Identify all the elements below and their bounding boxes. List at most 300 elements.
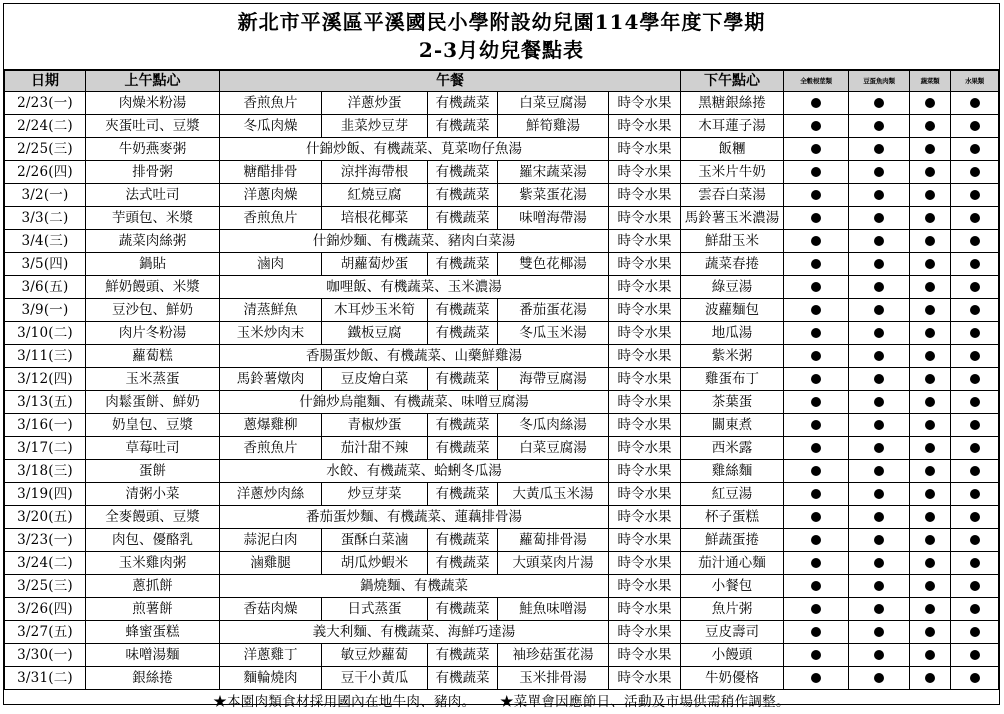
lunch-fruit-cell: 時令水果	[609, 207, 681, 230]
lunch-main-dish-cell: 香菇肉燥	[220, 598, 322, 621]
food-group-fruits-cell	[951, 276, 999, 299]
filled-circle-icon	[811, 581, 821, 591]
filled-circle-icon	[970, 121, 980, 131]
filled-circle-icon	[970, 489, 980, 499]
lunch-soup-cell: 白菜豆腐湯	[498, 92, 609, 115]
pm-snack-cell: 雲吞白菜湯	[681, 184, 784, 207]
lunch-side-dish-cell: 炒豆芽菜	[322, 483, 428, 506]
filled-circle-icon	[925, 98, 935, 108]
food-group-protein-cell	[849, 276, 910, 299]
filled-circle-icon	[811, 466, 821, 476]
lunch-main-dish-cell: 滷肉	[220, 253, 322, 276]
filled-circle-icon	[811, 213, 821, 223]
food-group-grains-cell	[784, 437, 849, 460]
food-group-fruits-cell	[951, 483, 999, 506]
filled-circle-icon	[874, 305, 884, 315]
filled-circle-icon	[811, 144, 821, 154]
date-cell: 3/11(三)	[5, 345, 86, 368]
food-group-grains-cell	[784, 368, 849, 391]
lunch-fruit-cell: 時令水果	[609, 322, 681, 345]
menu-row	[5, 437, 999, 460]
food-group-fruits-cell	[951, 437, 999, 460]
lunch-fruit-cell: 時令水果	[609, 138, 681, 161]
pm-snack-cell: 茄汁通心麵	[681, 552, 784, 575]
lunch-side-dish-cell: 涼拌海帶根	[322, 161, 428, 184]
header-pm-snack: 下午點心	[681, 71, 784, 92]
lunch-vegetable-cell: 有機蔬菜	[428, 368, 498, 391]
filled-circle-icon	[874, 374, 884, 384]
lunch-combined-cell: 鍋燒麵、有機蔬菜	[220, 575, 609, 598]
filled-circle-icon	[925, 604, 935, 614]
filled-circle-icon	[811, 627, 821, 637]
lunch-main-dish-cell: 洋蔥炒肉絲	[220, 483, 322, 506]
filled-circle-icon	[925, 558, 935, 568]
lunch-main-dish-cell: 洋蔥肉燥	[220, 184, 322, 207]
food-group-protein-cell	[849, 644, 910, 667]
food-group-grains-cell	[784, 598, 849, 621]
filled-circle-icon	[970, 259, 980, 269]
lunch-fruit-cell: 時令水果	[609, 483, 681, 506]
filled-circle-icon	[874, 351, 884, 361]
filled-circle-icon	[874, 213, 884, 223]
food-group-protein-cell	[849, 230, 910, 253]
lunch-vegetable-cell: 有機蔬菜	[428, 667, 498, 690]
food-group-vegetables-cell	[910, 207, 951, 230]
filled-circle-icon	[925, 535, 935, 545]
filled-circle-icon	[874, 581, 884, 591]
food-group-grains-cell	[784, 644, 849, 667]
pm-snack-cell: 玉米片牛奶	[681, 161, 784, 184]
lunch-vegetable-cell: 有機蔬菜	[428, 483, 498, 506]
food-group-protein-cell	[849, 529, 910, 552]
filled-circle-icon	[970, 236, 980, 246]
menu-row	[5, 253, 999, 276]
menu-row	[5, 506, 999, 529]
pm-snack-cell: 黑糖銀絲捲	[681, 92, 784, 115]
am-snack-cell: 銀絲捲	[86, 667, 220, 690]
lunch-soup-cell: 羅宋蔬菜湯	[498, 161, 609, 184]
lunch-side-dish-cell: 洋蔥炒蛋	[322, 92, 428, 115]
filled-circle-icon	[925, 121, 935, 131]
header-am-snack: 上午點心	[86, 71, 220, 92]
am-snack-cell: 蜂蜜蛋糕	[86, 621, 220, 644]
lunch-vegetable-cell: 有機蔬菜	[428, 184, 498, 207]
pm-snack-cell: 牛奶優格	[681, 667, 784, 690]
filled-circle-icon	[970, 213, 980, 223]
pm-snack-cell: 雞絲麵	[681, 460, 784, 483]
filled-circle-icon	[874, 535, 884, 545]
food-group-vegetables-cell	[910, 322, 951, 345]
pm-snack-cell: 鮮蔬蛋捲	[681, 529, 784, 552]
filled-circle-icon	[970, 604, 980, 614]
food-group-grains-cell	[784, 322, 849, 345]
food-group-fruits-cell	[951, 345, 999, 368]
lunch-soup-cell: 蘿蔔排骨湯	[498, 529, 609, 552]
food-group-vegetables-cell	[910, 161, 951, 184]
pm-snack-cell: 魚片粥	[681, 598, 784, 621]
food-group-grains-cell	[784, 92, 849, 115]
filled-circle-icon	[874, 604, 884, 614]
lunch-soup-cell: 冬瓜肉絲湯	[498, 414, 609, 437]
food-group-fruits-cell	[951, 644, 999, 667]
pm-snack-cell: 關東煮	[681, 414, 784, 437]
food-group-vegetables-cell	[910, 621, 951, 644]
filled-circle-icon	[874, 167, 884, 177]
food-group-fruits-cell	[951, 115, 999, 138]
food-group-protein-cell	[849, 138, 910, 161]
menu-row	[5, 345, 999, 368]
lunch-fruit-cell: 時令水果	[609, 414, 681, 437]
am-snack-cell: 清粥小菜	[86, 483, 220, 506]
food-group-fruits-cell	[951, 161, 999, 184]
menu-row	[5, 552, 999, 575]
filled-circle-icon	[811, 535, 821, 545]
lunch-fruit-cell: 時令水果	[609, 345, 681, 368]
lunch-fruit-cell: 時令水果	[609, 621, 681, 644]
food-group-fruits-cell	[951, 460, 999, 483]
lunch-fruit-cell: 時令水果	[609, 552, 681, 575]
pm-snack-cell: 西米露	[681, 437, 784, 460]
lunch-vegetable-cell: 有機蔬菜	[428, 253, 498, 276]
lunch-main-dish-cell: 清蒸鮮魚	[220, 299, 322, 322]
date-cell: 3/20(五)	[5, 506, 86, 529]
filled-circle-icon	[925, 397, 935, 407]
filled-circle-icon	[811, 351, 821, 361]
lunch-soup-cell: 大黃瓜玉米湯	[498, 483, 609, 506]
menu-body	[5, 92, 999, 690]
date-cell: 3/3(二)	[5, 207, 86, 230]
lunch-main-dish-cell: 香煎魚片	[220, 207, 322, 230]
filled-circle-icon	[925, 213, 935, 223]
food-group-protein-cell	[849, 184, 910, 207]
date-cell: 3/16(一)	[5, 414, 86, 437]
am-snack-cell: 豆沙包、鮮奶	[86, 299, 220, 322]
food-group-protein-cell	[849, 575, 910, 598]
food-group-fruits-cell	[951, 207, 999, 230]
menu-row	[5, 483, 999, 506]
lunch-side-dish-cell: 青椒炒蛋	[322, 414, 428, 437]
pm-snack-cell: 馬鈴薯玉米濃湯	[681, 207, 784, 230]
filled-circle-icon	[925, 581, 935, 591]
food-group-fruits-cell	[951, 230, 999, 253]
filled-circle-icon	[874, 282, 884, 292]
lunch-combined-cell: 水餃、有機蔬菜、蛤蜊冬瓜湯	[220, 460, 609, 483]
header-lunch: 午餐	[220, 71, 681, 92]
lunch-main-dish-cell: 麵輪燒肉	[220, 667, 322, 690]
lunch-fruit-cell: 時令水果	[609, 161, 681, 184]
menu-row	[5, 460, 999, 483]
filled-circle-icon	[925, 144, 935, 154]
pm-snack-cell: 蔬菜春捲	[681, 253, 784, 276]
am-snack-cell: 全麥饅頭、豆漿	[86, 506, 220, 529]
footer-notes	[4, 690, 999, 714]
filled-circle-icon	[925, 167, 935, 177]
lunch-soup-cell: 冬瓜玉米湯	[498, 322, 609, 345]
am-snack-cell: 鍋貼	[86, 253, 220, 276]
header-vegetables: 蔬菜類	[910, 71, 951, 92]
filled-circle-icon	[811, 236, 821, 246]
food-group-fruits-cell	[951, 253, 999, 276]
food-group-protein-cell	[849, 253, 910, 276]
filled-circle-icon	[811, 512, 821, 522]
filled-circle-icon	[925, 420, 935, 430]
filled-circle-icon	[970, 305, 980, 315]
filled-circle-icon	[874, 650, 884, 660]
food-group-grains-cell	[784, 414, 849, 437]
date-cell: 3/13(五)	[5, 391, 86, 414]
menu-row	[5, 598, 999, 621]
footer-note-changes: ★菜單會因應節日、活動及市場供需稍作調整。	[499, 694, 790, 710]
food-group-vegetables-cell	[910, 506, 951, 529]
food-group-grains-cell	[784, 207, 849, 230]
filled-circle-icon	[925, 305, 935, 315]
lunch-combined-cell: 香腸蛋炒飯、有機蔬菜、山藥鮮雞湯	[220, 345, 609, 368]
food-group-protein-cell	[849, 552, 910, 575]
filled-circle-icon	[970, 673, 980, 683]
date-cell: 3/17(二)	[5, 437, 86, 460]
am-snack-cell: 牛奶燕麥粥	[86, 138, 220, 161]
lunch-combined-cell: 什錦炒烏龍麵、有機蔬菜、味噌豆腐湯	[220, 391, 609, 414]
lunch-side-dish-cell: 培根花椰菜	[322, 207, 428, 230]
menu-row	[5, 230, 999, 253]
am-snack-cell: 芋頭包、米漿	[86, 207, 220, 230]
filled-circle-icon	[970, 397, 980, 407]
filled-circle-icon	[811, 558, 821, 568]
food-group-grains-cell	[784, 667, 849, 690]
menu-row	[5, 207, 999, 230]
am-snack-cell: 排骨粥	[86, 161, 220, 184]
am-snack-cell: 蛋餅	[86, 460, 220, 483]
lunch-main-dish-cell: 香煎魚片	[220, 437, 322, 460]
filled-circle-icon	[874, 190, 884, 200]
lunch-soup-cell: 袖珍菇蛋花湯	[498, 644, 609, 667]
pm-snack-cell: 小餐包	[681, 575, 784, 598]
filled-circle-icon	[925, 466, 935, 476]
menu-row	[5, 621, 999, 644]
food-group-grains-cell	[784, 483, 849, 506]
food-group-fruits-cell	[951, 552, 999, 575]
food-group-vegetables-cell	[910, 115, 951, 138]
lunch-vegetable-cell: 有機蔬菜	[428, 92, 498, 115]
am-snack-cell: 肉包、優酪乳	[86, 529, 220, 552]
filled-circle-icon	[970, 512, 980, 522]
pm-snack-cell: 豆皮壽司	[681, 621, 784, 644]
lunch-fruit-cell: 時令水果	[609, 92, 681, 115]
pm-snack-cell: 鮮甜玉米	[681, 230, 784, 253]
food-group-fruits-cell	[951, 138, 999, 161]
am-snack-cell: 夾蛋吐司、豆漿	[86, 115, 220, 138]
food-group-vegetables-cell	[910, 644, 951, 667]
lunch-side-dish-cell: 韭菜炒豆芽	[322, 115, 428, 138]
lunch-soup-cell: 海帶豆腐湯	[498, 368, 609, 391]
menu-row	[5, 575, 999, 598]
title-block	[4, 4, 999, 70]
pm-snack-cell: 地瓜湯	[681, 322, 784, 345]
filled-circle-icon	[874, 489, 884, 499]
lunch-vegetable-cell: 有機蔬菜	[428, 598, 498, 621]
food-group-fruits-cell	[951, 575, 999, 598]
date-cell: 3/4(三)	[5, 230, 86, 253]
date-cell: 3/10(二)	[5, 322, 86, 345]
menu-row	[5, 529, 999, 552]
am-snack-cell: 蔬菜肉絲粥	[86, 230, 220, 253]
filled-circle-icon	[874, 627, 884, 637]
food-group-grains-cell	[784, 391, 849, 414]
filled-circle-icon	[970, 581, 980, 591]
date-cell: 3/27(五)	[5, 621, 86, 644]
food-group-vegetables-cell	[910, 345, 951, 368]
lunch-fruit-cell: 時令水果	[609, 644, 681, 667]
lunch-soup-cell: 鮭魚味噌湯	[498, 598, 609, 621]
food-group-grains-cell	[784, 460, 849, 483]
food-group-vegetables-cell	[910, 667, 951, 690]
food-group-vegetables-cell	[910, 368, 951, 391]
pm-snack-cell: 紅豆湯	[681, 483, 784, 506]
food-group-fruits-cell	[951, 184, 999, 207]
food-group-grains-cell	[784, 299, 849, 322]
food-group-fruits-cell	[951, 391, 999, 414]
lunch-fruit-cell: 時令水果	[609, 506, 681, 529]
lunch-side-dish-cell: 鐵板豆腐	[322, 322, 428, 345]
filled-circle-icon	[874, 443, 884, 453]
food-group-protein-cell	[849, 368, 910, 391]
lunch-soup-cell: 大頭菜肉片湯	[498, 552, 609, 575]
lunch-soup-cell: 紫菜蛋花湯	[498, 184, 609, 207]
food-group-protein-cell	[849, 460, 910, 483]
lunch-side-dish-cell: 蛋酥白菜滷	[322, 529, 428, 552]
food-group-grains-cell	[784, 552, 849, 575]
lunch-soup-cell: 番茄蛋花湯	[498, 299, 609, 322]
filled-circle-icon	[811, 443, 821, 453]
filled-circle-icon	[811, 489, 821, 499]
lunch-fruit-cell: 時令水果	[609, 575, 681, 598]
filled-circle-icon	[874, 121, 884, 131]
food-group-vegetables-cell	[910, 552, 951, 575]
food-group-vegetables-cell	[910, 414, 951, 437]
am-snack-cell: 肉鬆蛋餅、鮮奶	[86, 391, 220, 414]
filled-circle-icon	[874, 144, 884, 154]
pm-snack-cell: 小饅頭	[681, 644, 784, 667]
food-group-grains-cell	[784, 506, 849, 529]
menu-row	[5, 299, 999, 322]
food-group-vegetables-cell	[910, 253, 951, 276]
food-group-protein-cell	[849, 207, 910, 230]
lunch-vegetable-cell: 有機蔬菜	[428, 644, 498, 667]
food-group-fruits-cell	[951, 368, 999, 391]
menu-row	[5, 368, 999, 391]
pm-snack-cell: 飯糰	[681, 138, 784, 161]
filled-circle-icon	[811, 374, 821, 384]
date-cell: 3/23(一)	[5, 529, 86, 552]
lunch-main-dish-cell: 糖醋排骨	[220, 161, 322, 184]
filled-circle-icon	[925, 374, 935, 384]
am-snack-cell: 蔥抓餅	[86, 575, 220, 598]
filled-circle-icon	[874, 512, 884, 522]
food-group-grains-cell	[784, 115, 849, 138]
filled-circle-icon	[970, 627, 980, 637]
filled-circle-icon	[874, 259, 884, 269]
food-group-grains-cell	[784, 276, 849, 299]
food-group-protein-cell	[849, 115, 910, 138]
lunch-side-dish-cell: 胡瓜炒蝦米	[322, 552, 428, 575]
lunch-main-dish-cell: 滷雞腿	[220, 552, 322, 575]
food-group-grains-cell	[784, 621, 849, 644]
food-group-protein-cell	[849, 299, 910, 322]
filled-circle-icon	[970, 374, 980, 384]
lunch-vegetable-cell: 有機蔬菜	[428, 552, 498, 575]
lunch-side-dish-cell: 茄汁甜不辣	[322, 437, 428, 460]
food-group-fruits-cell	[951, 299, 999, 322]
date-cell: 3/24(二)	[5, 552, 86, 575]
am-snack-cell: 煎薯餅	[86, 598, 220, 621]
lunch-combined-cell: 什錦炒飯、有機蔬菜、莧菜吻仔魚湯	[220, 138, 609, 161]
food-group-fruits-cell	[951, 414, 999, 437]
date-cell: 3/12(四)	[5, 368, 86, 391]
filled-circle-icon	[970, 466, 980, 476]
filled-circle-icon	[811, 397, 821, 407]
food-group-grains-cell	[784, 161, 849, 184]
filled-circle-icon	[970, 650, 980, 660]
lunch-vegetable-cell: 有機蔬菜	[428, 115, 498, 138]
header-row	[5, 71, 999, 92]
filled-circle-icon	[970, 98, 980, 108]
lunch-main-dish-cell: 蒜泥白肉	[220, 529, 322, 552]
filled-circle-icon	[970, 443, 980, 453]
food-group-fruits-cell	[951, 598, 999, 621]
date-cell: 3/5(四)	[5, 253, 86, 276]
food-group-protein-cell	[849, 437, 910, 460]
lunch-main-dish-cell: 冬瓜肉燥	[220, 115, 322, 138]
filled-circle-icon	[874, 397, 884, 407]
date-cell: 3/2(一)	[5, 184, 86, 207]
filled-circle-icon	[811, 673, 821, 683]
date-cell: 2/26(四)	[5, 161, 86, 184]
menu-row	[5, 414, 999, 437]
filled-circle-icon	[811, 282, 821, 292]
date-cell: 2/25(三)	[5, 138, 86, 161]
lunch-combined-cell: 義大利麵、有機蔬菜、海鮮巧達湯	[220, 621, 609, 644]
lunch-soup-cell: 白菜豆腐湯	[498, 437, 609, 460]
filled-circle-icon	[925, 512, 935, 522]
food-group-fruits-cell	[951, 529, 999, 552]
date-cell: 2/23(一)	[5, 92, 86, 115]
food-group-grains-cell	[784, 529, 849, 552]
menu-sheet	[3, 3, 1000, 710]
food-group-vegetables-cell	[910, 230, 951, 253]
filled-circle-icon	[970, 144, 980, 154]
lunch-fruit-cell: 時令水果	[609, 460, 681, 483]
pm-snack-cell: 紫米粥	[681, 345, 784, 368]
pm-snack-cell: 木耳蓮子湯	[681, 115, 784, 138]
school-title: 新北市平溪區平溪國民小學附設幼兒園114學年度下學期	[237, 10, 766, 34]
food-group-vegetables-cell	[910, 598, 951, 621]
am-snack-cell: 草莓吐司	[86, 437, 220, 460]
filled-circle-icon	[874, 420, 884, 430]
food-group-protein-cell	[849, 92, 910, 115]
filled-circle-icon	[874, 98, 884, 108]
header-grains: 全穀根莖類	[784, 71, 849, 92]
food-group-fruits-cell	[951, 92, 999, 115]
filled-circle-icon	[811, 604, 821, 614]
lunch-fruit-cell: 時令水果	[609, 368, 681, 391]
filled-circle-icon	[811, 167, 821, 177]
lunch-soup-cell: 鮮筍雞湯	[498, 115, 609, 138]
menu-row	[5, 322, 999, 345]
food-group-protein-cell	[849, 161, 910, 184]
filled-circle-icon	[811, 121, 821, 131]
lunch-main-dish-cell: 馬鈴薯燉肉	[220, 368, 322, 391]
food-group-fruits-cell	[951, 322, 999, 345]
